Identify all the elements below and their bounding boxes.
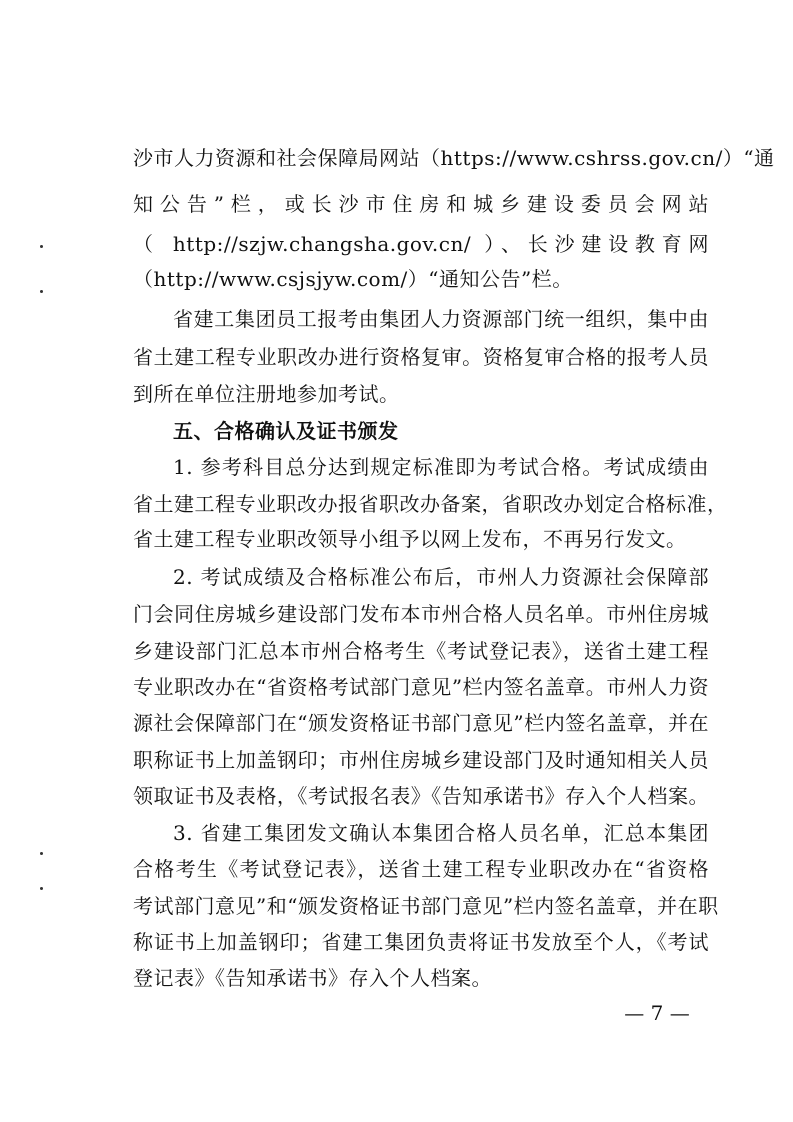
text-line: 专业职改办在“省资格考试部门意见”栏内签名盖章。市州人力资: [133, 675, 709, 699]
text-line: 领取证书及表格，《考试报名表》《告知承诺书》存入个人档案。: [133, 784, 709, 808]
paragraph-first-line: 2. 考试成绩及合格标准公布后，市州人力资源社会保障部: [173, 565, 709, 589]
paragraph-first-line: 1. 参考科目总分达到规定标准即为考试合格。考试成绩由: [173, 455, 709, 479]
text-line: （http://www.csjsjyw.com/）“通知公告”栏。: [133, 267, 573, 291]
text-line: 源社会保障部门在“颁发资格证书部门意见”栏内签名盖章，并在: [133, 711, 709, 735]
text-line: 知公告”栏，或长沙市住房和城乡建设委员会网站: [133, 192, 709, 216]
text-line: 沙市人力资源和社会保障局网站（https://www.cshrss.gov.cn/）“通: [133, 146, 775, 170]
text-line: （ http://szjw.changsha.gov.cn/ ）、长沙建设教育网: [133, 232, 709, 256]
text-line: 省土建工程专业职改办进行资格复审。资格复审合格的报考人员: [133, 345, 709, 369]
text-line: 考试部门意见”和“颁发资格证书部门意见”栏内签名盖章，并在职: [133, 894, 719, 918]
text-line: 称证书上加盖钢印；省建工集团负责将证书发放至个人，《考试: [133, 930, 709, 954]
text-line: 门会同住房城乡建设部门发布本市州合格人员名单。市州住房城: [133, 602, 709, 626]
paragraph-first-line: 省建工集团员工报考由集团人力资源部门统一组织，集中由: [173, 307, 709, 331]
text-line: 职称证书上加盖钢印；市州住房城乡建设部门及时通知相关人员: [133, 748, 709, 772]
text-line: 省土建工程专业职改办报省职改办备案，省职改办划定合格标准，: [133, 492, 728, 516]
text-line: 乡建设部门汇总本市州合格考生《考试登记表》，送省土建工程: [133, 639, 709, 663]
scan-speck: [40, 245, 43, 248]
text-line: 省土建工程专业职改领导小组予以网上发布，不再另行发文。: [133, 527, 687, 551]
text-line: 登记表》《告知承诺书》存入个人档案。: [133, 966, 492, 990]
section-heading: 五、合格确认及证书颁发: [173, 419, 399, 443]
paragraph-first-line: 3. 省建工集团发文确认本集团合格人员名单，汇总本集团: [173, 821, 709, 845]
text-line: 合格考生《考试登记表》，送省土建工程专业职改办在“省资格: [133, 857, 709, 881]
page-number: — 7 —: [624, 1001, 690, 1025]
text-line: 到所在单位注册地参加考试。: [133, 382, 400, 406]
scan-speck: [40, 852, 43, 855]
scan-speck: [40, 887, 43, 890]
scan-speck: [40, 290, 43, 293]
